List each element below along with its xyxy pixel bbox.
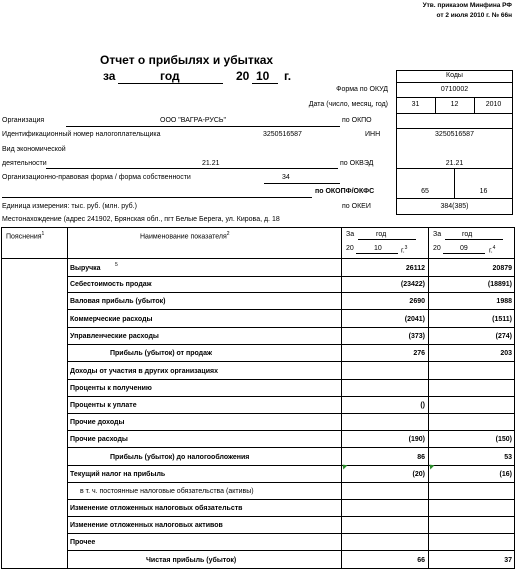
row-value-previous: (274) xyxy=(495,333,512,340)
period-underline xyxy=(118,83,223,84)
row-value-current: (373) xyxy=(408,333,425,340)
org-label: Организация xyxy=(2,117,45,124)
row-label: Прибыль (убыток) от продаж xyxy=(110,350,212,357)
row-label: Чистая прибыль (убыток) xyxy=(146,557,237,564)
col2-year: 09 xyxy=(460,245,468,252)
row-label-sup: 5 xyxy=(115,262,118,268)
approval-line-1: Утв. приказом Минфина РФ xyxy=(422,2,512,9)
row-value-current: 2690 xyxy=(409,298,425,305)
row-value-current: 276 xyxy=(413,350,425,357)
row-value-current: (23422) xyxy=(400,281,425,288)
inn-value: 3250516587 xyxy=(263,131,302,138)
report-title: Отчет о прибылях и убытках xyxy=(100,53,274,67)
location-label: Местонахождение (адрес 241902, Брянская обл., пгт Белые Берега, ул. Кирова, д. 18 xyxy=(2,216,280,223)
legal-form-label: Организационно-правовая форма / форма собственности xyxy=(2,174,191,181)
legal-form-value: 34 xyxy=(282,174,290,181)
row-value-previous: 53 xyxy=(504,454,512,461)
row-value-previous: (150) xyxy=(495,436,512,443)
title-year-suffix: 10 xyxy=(256,69,270,83)
org-name: ООО "ВАГРА-РУСЬ" xyxy=(160,117,226,124)
row-label: Управленческие расходы xyxy=(70,333,159,340)
row-value-previous: 20879 xyxy=(492,265,512,272)
inn-label: Идентификационный номер налогоплательщика xyxy=(2,131,161,138)
col-name-header: Наименование показателя$^2$ xyxy=(140,231,230,241)
okved-label: по ОКВЭД xyxy=(340,160,374,167)
col1-g: г.$^3$ xyxy=(401,245,408,255)
row-label: Коммерческие расходы xyxy=(70,316,153,323)
row-value-previous: 37 xyxy=(504,557,512,564)
row-value-current: (2041) xyxy=(404,316,425,323)
row-value-previous: 1988 xyxy=(496,298,512,305)
activity-label-1: Вид экономической xyxy=(2,146,66,153)
col1-20: 20 xyxy=(346,245,354,252)
col-notes-header: Пояснения$^1$ xyxy=(6,231,45,241)
inn-code: 3250516587 xyxy=(435,131,474,138)
codes-header: Коды xyxy=(446,72,463,79)
row-label: Прибыль (убыток) до налогообложения xyxy=(110,454,250,461)
col2-20: 20 xyxy=(433,245,441,252)
okei-code: 384(385) xyxy=(440,203,469,210)
row-value-previous: (18891) xyxy=(487,281,512,288)
activity-value: 21.21 xyxy=(202,160,220,167)
row-label: в т. ч. постоянные налоговые обязательства (активы) xyxy=(80,488,254,495)
row-label: Валовая прибыль (убыток) xyxy=(70,298,166,305)
okopf-label: по ОКОПФ/ОКФС xyxy=(315,188,375,195)
row-value-previous: (1511) xyxy=(492,316,512,323)
row-label: Изменение отложенных налоговых обязательств xyxy=(70,505,243,512)
col2-za: За xyxy=(433,231,442,238)
title-year-prefix: 20 xyxy=(236,69,250,83)
okpo-label: по ОКПО xyxy=(342,117,372,124)
row-value-previous: 203 xyxy=(500,350,512,357)
okud-label: Форма по ОКУД xyxy=(336,86,388,93)
approval-line-2: от 2 июля 2010 г. № 66н xyxy=(436,12,512,19)
col1-za: За xyxy=(346,231,355,238)
row-label: Прочие доходы xyxy=(70,419,125,426)
okopf-code: 65 xyxy=(421,188,429,195)
row-value-previous: (16) xyxy=(499,471,512,478)
row-label: Выручка xyxy=(70,265,101,272)
date-label: Дата (число, месяц, год) xyxy=(308,101,388,108)
title-period: год xyxy=(160,69,180,83)
title-za: за xyxy=(103,69,116,83)
row-value-current: (20) xyxy=(412,471,425,478)
row-value-current: 86 xyxy=(417,454,425,461)
row-label: Проценты к уплате xyxy=(70,402,137,409)
row-label: Проценты к получению xyxy=(70,385,152,392)
row-label: Прочие расходы xyxy=(70,436,128,443)
row-value-current: (190) xyxy=(408,436,425,443)
title-year-end: г. xyxy=(284,69,292,83)
unit-label: Единица измерения: тыс. руб. (млн. руб.) xyxy=(2,203,137,210)
okud-code: 0710002 xyxy=(440,86,469,93)
date-month: 12 xyxy=(450,101,459,108)
row-label: Текущий налог на прибыль xyxy=(70,471,166,478)
row-label: Доходы от участия в других организациях xyxy=(70,368,219,375)
okfs-code: 16 xyxy=(479,188,488,195)
okved-code: 21.21 xyxy=(445,160,464,167)
row-label: Себестоимость продаж xyxy=(70,281,152,288)
year-underline xyxy=(252,83,278,84)
date-day: 31 xyxy=(411,101,420,108)
row-value-current: 26112 xyxy=(405,265,425,272)
report-table xyxy=(1,227,515,569)
col2-g: г.$^4$ xyxy=(489,245,496,255)
col1-year: 10 xyxy=(374,245,382,252)
row-label: Прочее xyxy=(70,539,96,546)
col1-god: год xyxy=(376,231,387,238)
row-value-current: 66 xyxy=(417,557,425,564)
date-year: 2010 xyxy=(485,101,502,108)
okei-label: по ОКЕИ xyxy=(342,203,371,210)
row-label: Изменение отложенных налоговых активов xyxy=(70,522,223,529)
col2-god: год xyxy=(462,231,473,238)
row-value-current: () xyxy=(420,402,425,409)
activity-label-2: деятельности xyxy=(2,160,47,167)
inn-code-label: ИНН xyxy=(365,131,381,138)
